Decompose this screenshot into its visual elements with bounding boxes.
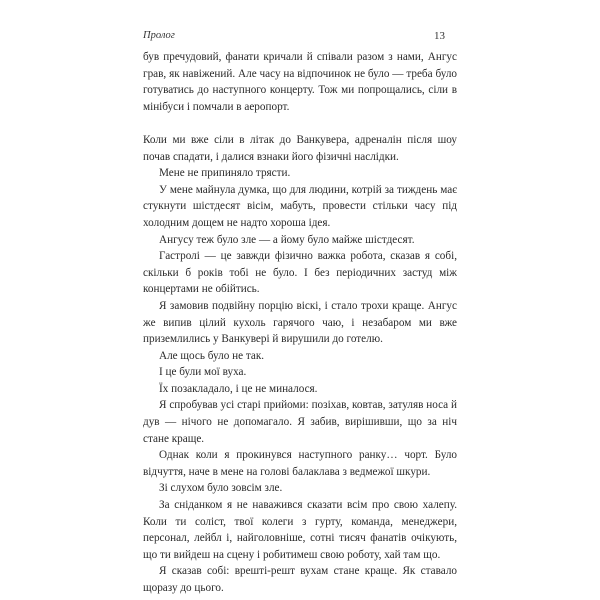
paragraph: Однак коли я прокинувся наступного ранку… чорт. Було відчуття, наче в мене на голові балаклава з ведмежої шкури. — [143, 449, 457, 478]
paragraph: Я сказав собі: врешті-решт вухам стане краще. Як ставало щоразу до цього. — [143, 565, 457, 594]
paragraph: І це були мої вуха. — [159, 366, 247, 379]
paragraph: У мене майнула думка, що для людини, котрій за тиждень має стукнути шістдесят вісім, мабуть, провести стільки часу під холодним дощем не надто хороша ідея. — [143, 183, 457, 229]
body-text — [143, 49, 457, 597]
running-head: Пролог — [143, 30, 175, 41]
paragraph: Зі слухом було зовсім зле. — [159, 482, 283, 495]
paragraph: Я замовив подвійну порцію віскі, і стало трохи краще. Ангус же випив цілий кухоль гарячого чаю, і незабаром ми вже приземлились у Ванкувері й вирушили до готелю. — [143, 299, 457, 346]
paragraph: Але щось було не так. — [159, 349, 265, 362]
paragraph: Коли ми вже сіли в літак до Ванкувера, адреналін після шоу почав спадати, і далися взнаки його фізичні наслідки. — [143, 133, 457, 163]
paragraph: За сніданком я не наважився сказати всім про свою халепу. Коли ти соліст, твої колеги з гурту, команда, менеджери, персонал, лейбл і, найголовніше, сотні тисяч фанатів очікують, що ти вийдеш на сцену і робитимеш свою роботу, хай там що. — [143, 499, 457, 561]
paragraph: Гастролі — це завжди фізично важка робота, сказав я собі, скільки б років тобі не було. І без періодичних застуд між концертами не обійтись. — [143, 250, 457, 296]
page-number: 13 — [434, 30, 445, 42]
paragraph: Їх позакладало, і це не миналося. — [159, 382, 318, 395]
paragraph: Ангусу теж було зле — а йому було майже шістдесят. — [159, 233, 415, 246]
paragraph: був пречудовий, фанати кричали й співали разом з нами, Ангус грав, як навіжений. Але часу на відпочинок не було — треба було готуватись до наступного концерту. Тож ми попрощались, сіли в мінібуси і помчали в аеропорт. — [143, 51, 457, 113]
paragraph: Мене не припиняло трясти. — [159, 167, 291, 180]
paragraph: Я спробував усі старі прийоми: позіхав, ковтав, затуляв носа й дув — нічого не допомагало. Я забив, вирішивши, що за ніч стане краще. — [143, 399, 457, 445]
